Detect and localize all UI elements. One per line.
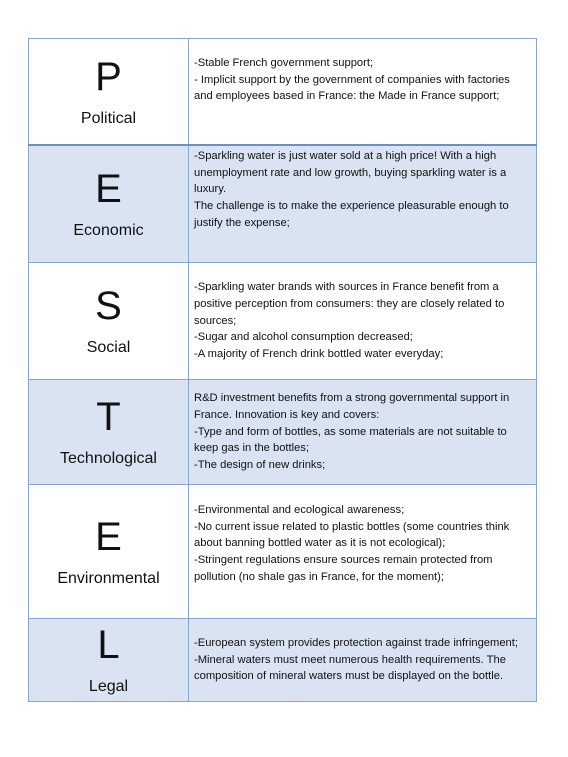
description-line: -Type and form of bottles, as some materials are not suitable to [194,425,507,438]
factor-label: Technological [60,450,157,467]
factor-letter: S [95,284,122,328]
factor-cell [29,619,189,702]
description-line: positive perception from consumers: they are closely related to [194,297,505,310]
factor-letter: E [95,514,122,559]
factor-letter: L [97,623,120,667]
description-line: - Implicit support by the government of companies with factories [194,73,510,86]
description-line: and employees based in France: the Made in France support; [194,90,500,103]
description-line: The challenge is to make the experience pleasurable enough to [194,200,509,213]
description-line: -Mineral waters must meet numerous health requirements. The [194,653,506,666]
factor-description [189,619,537,702]
description-line: -A majority of French drink bottled water everyday; [194,348,444,361]
pestel-row-social [29,263,537,380]
description-line: about banning bottled water as it is not ecological); [194,537,446,550]
factor-letter: E [95,167,122,211]
pestel-row-economic [29,145,537,263]
factor-label: Environmental [57,569,160,587]
factor-cell [29,39,189,146]
description-line: keep gas in the bottles; [194,442,310,455]
description-line: -Stringent regulations ensure sources remain protected from [194,554,493,567]
factor-cell [29,485,189,619]
factor-cell [29,380,189,485]
description-line: -Stable French government support; [194,57,374,69]
description-line: -European system provides protection against trade infringement; [194,636,518,649]
pestel-row-technological [29,380,537,485]
description-line: -The design of new drinks; [194,459,326,472]
description-line: composition of mineral waters must be displayed on the bottle. [194,670,504,683]
factor-label: Legal [88,678,129,695]
factor-description [189,263,537,380]
description-line: -Environmental and ecological awareness; [194,504,405,516]
pestel-row-legal [29,619,537,702]
description-line: R&D investment benefits from a strong governmental support in [194,392,510,405]
factor-letter: P [95,54,122,99]
description-line: France. Innovation is key and covers: [194,408,380,421]
factor-cell [29,145,189,263]
description-line: -No current issue related to plastic bottles (some countries think [194,520,510,533]
factor-label: Economic [73,222,144,239]
description-line: -Sparkling water is just water sold at a high price! With a high [194,150,497,162]
factor-letter: T [96,395,121,439]
factor-label: Social [86,339,131,356]
description-line: luxury. [194,183,227,196]
description-line: pollution (no shale gas in France, for the moment); [194,570,444,583]
pestel-table [28,38,537,702]
factor-description [189,380,537,485]
description-line: justify the expense; [194,216,290,229]
factor-label: Political [80,109,137,127]
factor-description [189,485,537,619]
pestel-row-environmental [29,485,537,619]
factor-description [189,39,537,146]
description-line: sources; [194,314,237,327]
factor-description [189,145,537,263]
description-line: -Sparkling water brands with sources in France benefit from a [194,281,499,294]
description-line: unemployment rate and low growth, buying sparkling water is a [194,166,507,179]
factor-cell [29,263,189,380]
description-line: -Sugar and alcohol consumption decreased; [194,331,413,344]
pestel-row-political [29,39,537,146]
